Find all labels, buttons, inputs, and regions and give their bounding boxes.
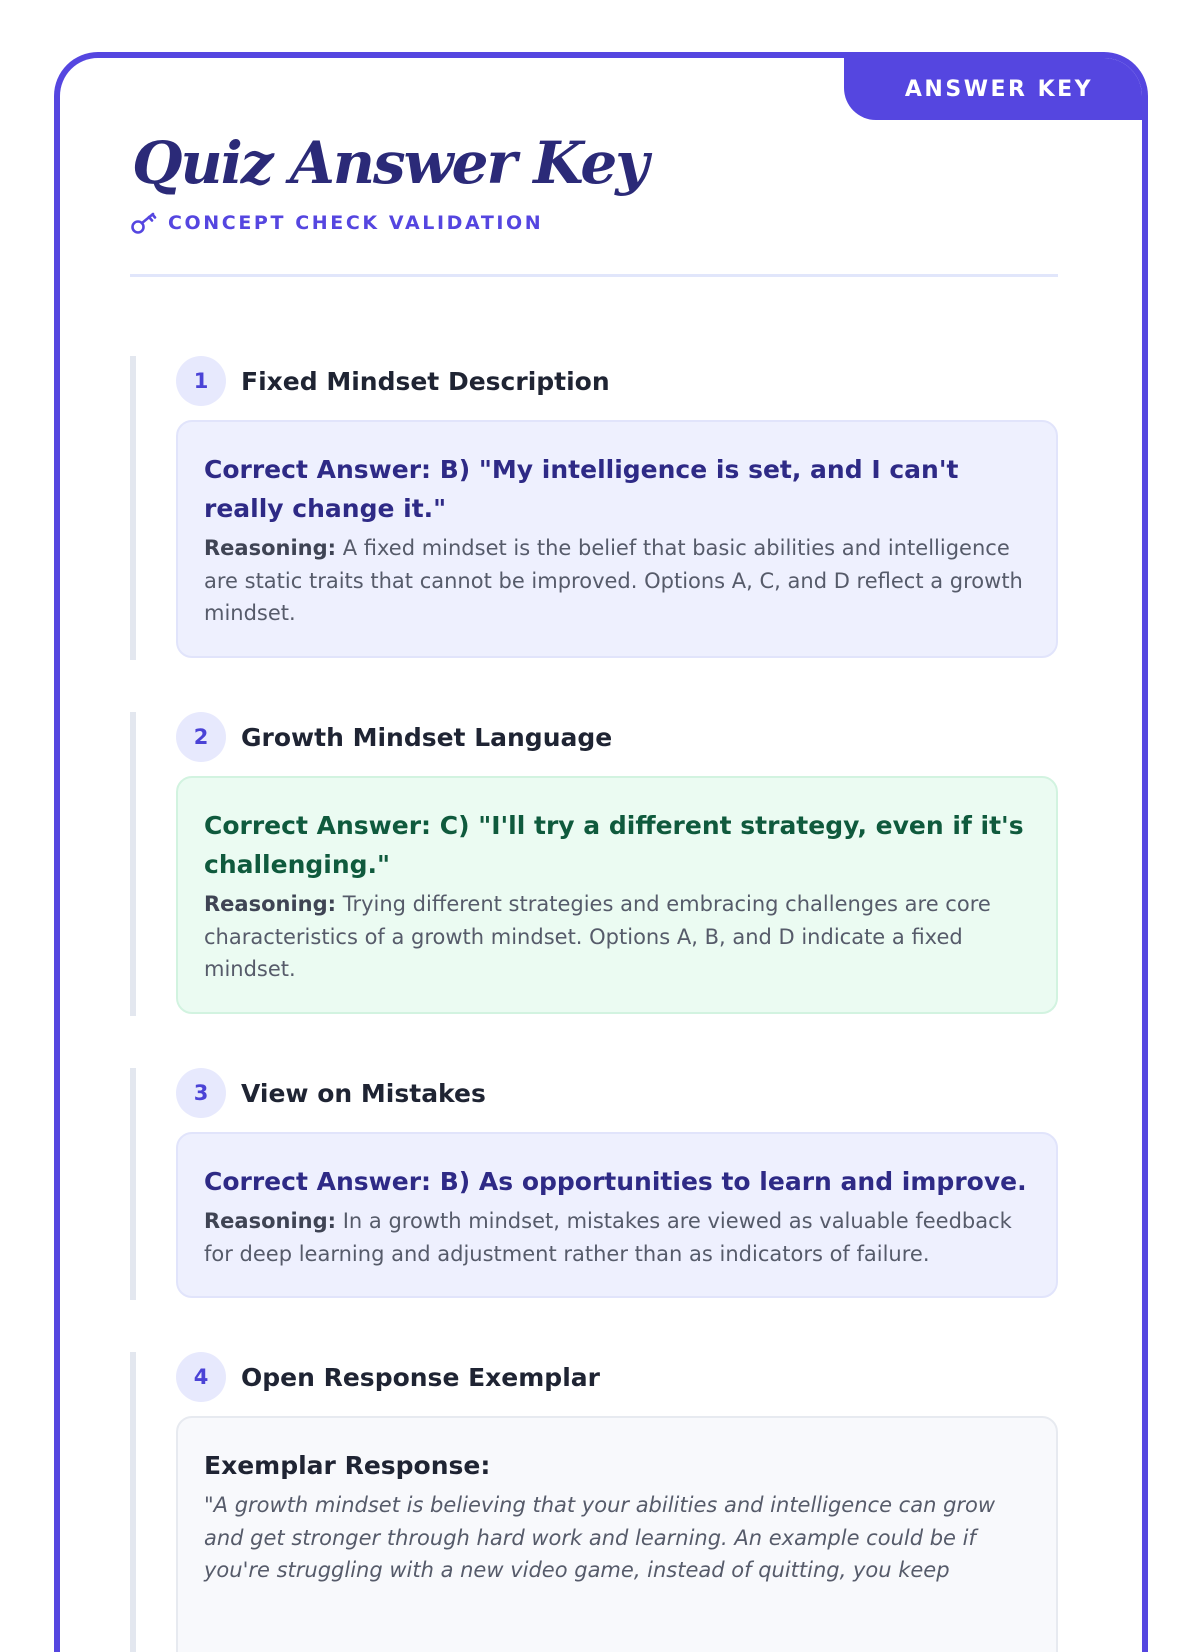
answer-key-badge: ANSWER KEY xyxy=(844,58,1142,120)
exemplar-box xyxy=(176,1416,1058,1652)
question-header xyxy=(176,712,1058,762)
subtitle-row xyxy=(130,210,543,236)
reasoning xyxy=(204,532,1030,630)
question-3 xyxy=(130,1068,1058,1300)
question-number: 1 xyxy=(176,356,226,406)
question-number: 2 xyxy=(176,712,226,762)
key-icon xyxy=(130,210,160,236)
reasoning-text: A fixed mindset is the belief that basic abilities and intelligence are static traits that cannot be improved. Options A, C, and D reflect a growth mindset. xyxy=(204,536,1023,625)
question-number: 4 xyxy=(176,1352,226,1402)
correct-answer: Correct Answer: B) As opportunities to learn and improve. xyxy=(204,1167,1027,1196)
question-header xyxy=(176,1068,1058,1118)
question-1 xyxy=(130,356,1058,660)
answer-key-card xyxy=(54,52,1148,1652)
question-title: Growth Mindset Language xyxy=(241,722,613,752)
question-title: View on Mistakes xyxy=(241,1078,486,1108)
exemplar-text: "A growth mindset is believing that your abilities and intelligence can grow and get stronger through hard work and learning. An example could be if you're struggling with a new video game, instead of quitting, you keep xyxy=(204,1493,996,1582)
reasoning-text: Trying different strategies and embracing challenges are core characteristics of a growth mindset. Options A, B, and D indicate a fixed mindset. xyxy=(204,892,991,981)
question-4 xyxy=(130,1352,1058,1652)
reasoning-label: Reasoning: xyxy=(204,892,337,916)
header-divider xyxy=(130,274,1058,277)
answer-box xyxy=(176,420,1058,658)
exemplar-heading: Exemplar Response: xyxy=(204,1451,491,1480)
reasoning-label: Reasoning: xyxy=(204,1209,337,1233)
reasoning-text: In a growth mindset, mistakes are viewed as valuable feedback for deep learning and adjustment rather than as indicators of failure. xyxy=(204,1209,1012,1266)
reasoning xyxy=(204,1205,1030,1270)
page-subtitle: CONCEPT CHECK VALIDATION xyxy=(168,212,544,234)
correct-answer: Correct Answer: B) "My intelligence is set, and I can't really change it." xyxy=(204,455,959,523)
answer-box xyxy=(176,776,1058,1014)
page-title: Quiz Answer Key xyxy=(132,129,647,197)
question-header xyxy=(176,1352,1058,1402)
question-number: 3 xyxy=(176,1068,226,1118)
question-2 xyxy=(130,712,1058,1016)
correct-answer: Correct Answer: C) "I'll try a different strategy, even if it's challenging." xyxy=(204,811,1024,879)
question-title: Open Response Exemplar xyxy=(241,1362,600,1392)
reasoning-label: Reasoning: xyxy=(204,536,337,560)
question-title: Fixed Mindset Description xyxy=(241,366,610,396)
answer-box xyxy=(176,1132,1058,1298)
question-header xyxy=(176,356,1058,406)
reasoning xyxy=(204,888,1030,986)
